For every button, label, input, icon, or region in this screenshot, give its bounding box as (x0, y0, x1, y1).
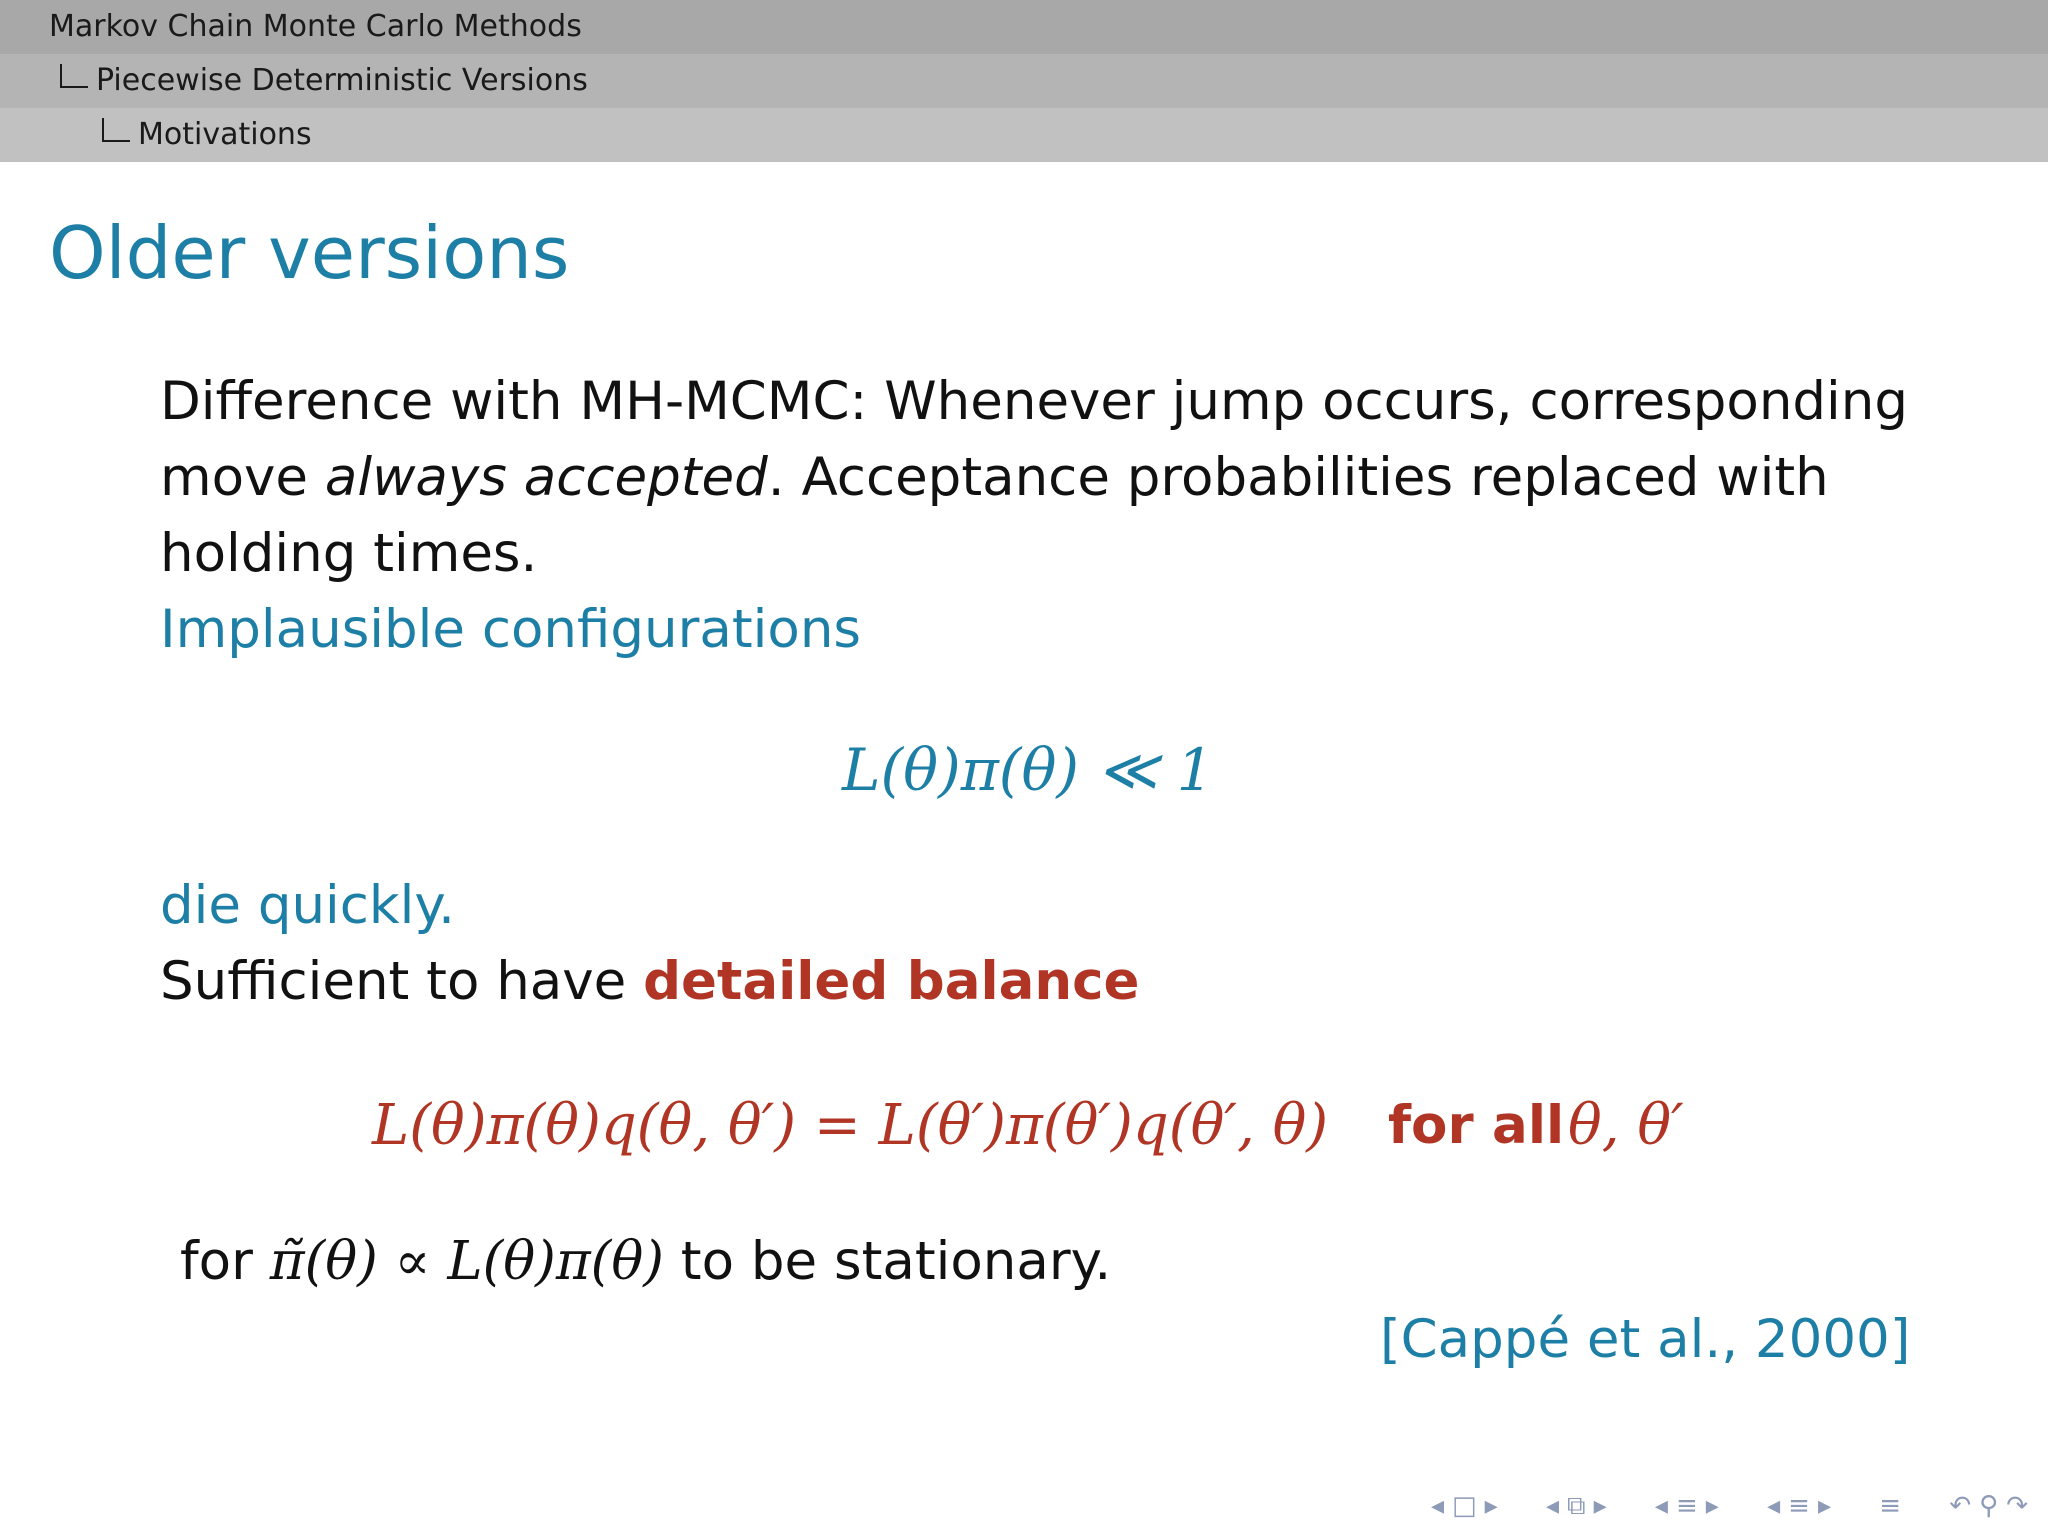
body-line-3: holding times. (160, 523, 538, 584)
subsection-icon[interactable]: ⧉ (1567, 1491, 1586, 1521)
implausible-configurations: Implausible configurations (160, 599, 862, 660)
sufficient-text: Sufficient to have (160, 951, 644, 1012)
detailed-balance-formula: L(θ)π(θ)q(θ, θ′) = L(θ′)π(θ′)q(θ′, θ) (372, 1093, 1329, 1158)
header-subsection-bar[interactable] (0, 54, 2048, 108)
header-section-bar[interactable] (0, 0, 2048, 54)
body-line-2-post: . Acceptance probabilities replaced with (767, 447, 1829, 508)
prev-section-icon[interactable]: ◂ (1654, 1491, 1668, 1521)
next-subsection-icon[interactable]: ▸ (1593, 1491, 1607, 1521)
for-all-label: for all (1388, 1095, 1565, 1156)
equation-likelihood-prior: L(θ)π(θ) ≪ 1 (842, 736, 1214, 804)
stationary-pre: for (180, 1231, 270, 1292)
citation[interactable]: [Cappé et al., 2000] (1380, 1309, 1911, 1370)
die-quickly: die quickly. (160, 875, 455, 936)
tree-corner-icon (60, 64, 88, 88)
forward-icon[interactable]: ↷ (2006, 1491, 2028, 1521)
part-icon[interactable]: ≡ (1788, 1491, 1810, 1521)
header-section[interactable]: Markov Chain Monte Carlo Methods (49, 9, 582, 44)
back-icon[interactable]: ↶ (1949, 1491, 1972, 1521)
equation-detailed-balance (372, 1086, 1684, 1166)
header-subsubsection-bar[interactable] (0, 108, 2048, 162)
prev-part-icon[interactable]: ◂ (1767, 1491, 1781, 1521)
emphasis-always-accepted: always accepted (324, 447, 768, 508)
stationary-line (180, 1222, 1111, 1302)
detailed-balance-term: detailed balance (643, 951, 1140, 1012)
search-icon[interactable]: ⚲ (1979, 1491, 1999, 1521)
header-subsubsection[interactable]: Motivations (138, 117, 312, 152)
toc-icon[interactable]: ≡ (1879, 1491, 1902, 1521)
prev-frame-icon[interactable]: ◂ (1430, 1491, 1445, 1521)
body-line-1: Difference with MH-MCMC: Whenever jump occurs, corresponding (160, 371, 1909, 432)
prev-subsection-icon[interactable]: ◂ (1545, 1491, 1560, 1521)
section-icon[interactable]: ≡ (1675, 1491, 1698, 1521)
next-part-icon[interactable]: ▸ (1817, 1491, 1832, 1521)
next-frame-icon[interactable]: ▸ (1484, 1491, 1498, 1521)
frame-title: Older versions (49, 211, 570, 295)
beamer-navigation (1423, 1486, 2028, 1526)
body-line-detailed-balance (160, 944, 1140, 1020)
for-all-variables: θ, θ′ (1568, 1093, 1684, 1158)
header-subsection[interactable]: Piecewise Deterministic Versions (96, 63, 588, 98)
frame-icon[interactable]: □ (1452, 1491, 1477, 1521)
stationary-formula: π̃(θ) ∝ L(θ)π(θ) (269, 1231, 664, 1292)
tree-corner-icon (102, 118, 130, 142)
stationary-post: to be stationary. (663, 1231, 1112, 1292)
body-line-2 (160, 440, 1829, 516)
next-section-icon[interactable]: ▸ (1705, 1491, 1719, 1521)
body-line-2-pre: move (160, 447, 325, 508)
